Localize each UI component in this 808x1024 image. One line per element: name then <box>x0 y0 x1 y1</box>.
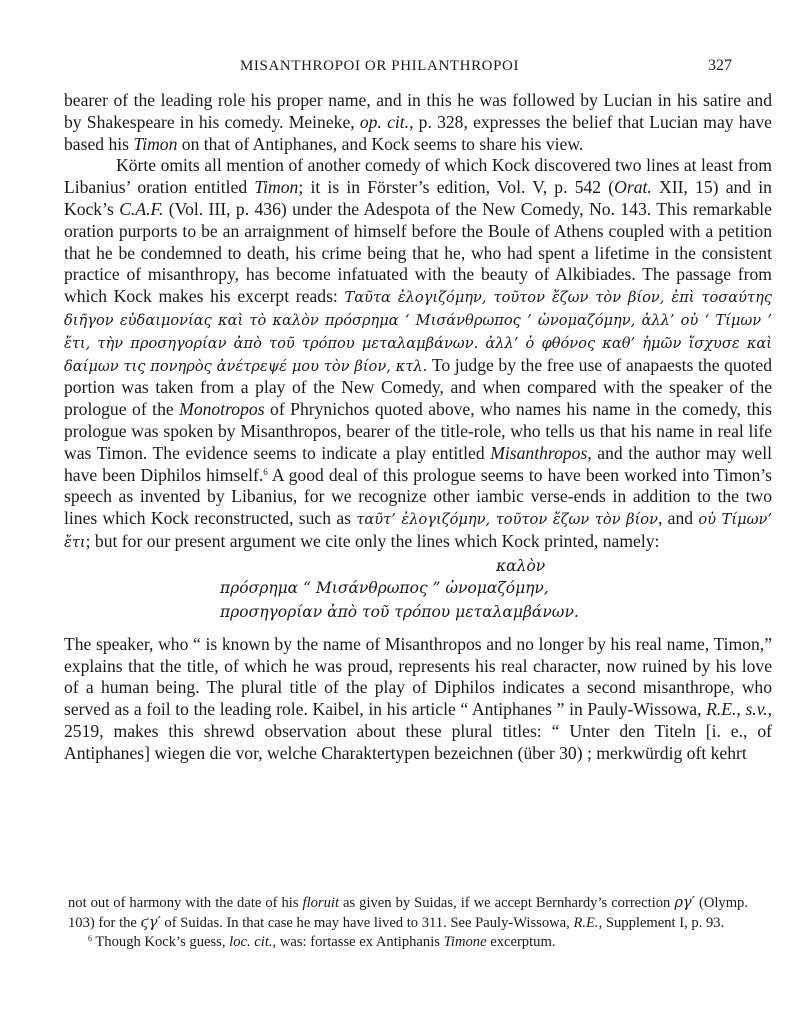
greek-numeral: ϛγ′ <box>140 914 161 931</box>
text-run: on that of Antiphanes, and Kock seems to share his view. <box>177 133 584 154</box>
text-run: of Suidas. In that case he may have lived to 311. See Pauly-Wissowa, <box>160 915 574 931</box>
italic-title: Monotropos <box>179 399 265 420</box>
main-text <box>64 90 772 765</box>
verse-line: πρόσρημα “ Μισάνθρωπος ” ὠνομαζόμην, <box>220 578 549 597</box>
text-run: XII, 15) and in Kock’s <box>64 177 772 219</box>
footnote-number: 6 <box>88 934 92 943</box>
text-run: Though Kock’s guess, <box>92 934 230 950</box>
italic-citation: loc. cit. <box>229 934 273 950</box>
footnotes <box>68 893 748 952</box>
text-run: , and <box>657 508 699 529</box>
text-run: , Supplement I, p. 93. <box>598 915 725 931</box>
text-run: as given by Suidas, if we accept Bernhardy’s correction <box>339 895 675 911</box>
text-run: (Vol. III, p. 436) under the Adespota of the New Comedy, No. 143. This remarkable oration purports to be an arraignment of himself before the Boule of Athens coupled with a petition that he be condemned to death, his crime being that he, who had spent a lifetime in the consistent practice of misanthropy, has become infatuated with the beauty of Alkibiades. The passage from which Kock makes his excerpt reads: <box>64 198 772 307</box>
text-run: not out of harmony with the date of his <box>68 895 303 911</box>
verse-line: προσηγορίαν ἀπὸ τοῦ τρόπου μεταλαμβάνων. <box>220 602 579 621</box>
italic-citation: R.E. <box>706 699 737 720</box>
text-run: , <box>736 699 746 720</box>
footnote-marker: 6 <box>263 466 268 477</box>
italic-title: Timon <box>254 177 299 198</box>
greek-phrase: ταῦτ’ ἐλογιζόμην, τοῦτον ἔζων τὸν βίον <box>356 511 658 529</box>
italic-term: floruit <box>302 895 340 911</box>
text-run: bearer of the leading role his proper name, and in this he was followed by Lucian in his satire and by Shakespeare in his comedy. Meineke, <box>64 90 772 132</box>
text-run: Körte omits all mention of another comedy of which Kock discovered two lines at least from Libanius’ oration entitled <box>64 155 772 198</box>
text-run: , was: fortasse ex Antiphanis <box>272 934 444 950</box>
italic-citation: op. cit. <box>359 111 410 132</box>
text-run: , p. 328, expresses the belief that Lucian may have based his <box>64 111 772 154</box>
italic-citation: C.A.F. <box>119 198 164 219</box>
greek-numeral: ργ′ <box>674 894 695 911</box>
running-head: MISANTHROPOI OR PHILANTHROPOI <box>240 58 520 74</box>
text-run: excerptum. <box>486 934 556 950</box>
italic-citation: Orat. <box>614 177 652 198</box>
text-run: , 2519, makes this shrewd observation about these plural titles: “ Unter den Titeln [i. e., of Antiphanes] wiegen die vor, welche Charaktertypen bezeichnen (über 30) ; merkwürdig oft kehrt <box>64 699 773 763</box>
paragraph-1 <box>64 90 772 155</box>
italic-title: Timone <box>443 934 487 950</box>
italic-title: Misanthropos <box>490 442 588 463</box>
italic-title: Timon <box>133 133 178 154</box>
paragraph-3 <box>64 634 772 765</box>
text-run: ; but for our present argument we cite only the lines which Kock printed, namely: <box>85 530 660 551</box>
paragraph-2 <box>64 155 772 553</box>
page-number: 327 <box>708 57 732 74</box>
greek-phrase: οὐ Τίμων’ ἔτι <box>64 511 772 551</box>
footnote-6 <box>68 933 748 952</box>
text-run: , and the author may well have been Diphilos himself. <box>64 442 772 485</box>
verse-quotation <box>64 556 772 628</box>
greek-quotation: Ταῦτα ἐλογιζόμην, τοῦτον ἔζων τὸν βίον, ἐπὶ τοσαύτης διῆγον εὐδαιμονίας καὶ τὸ καλὸν πρόσρημα ‘ Μισάνθρωπος ’ ὠνομαζόμην, ἀλλ’ οὐ ‘ Τίμων ’ ἔτι, τὴν προσηγορίαν ἀπὸ τοῦ τρόπου μεταλαμβάνων. ἀλλ’ ὁ φθόνος καθ’ ἡμῶν ἴσχυσε καὶ δαίμων τις πονηρὸς ἀνέτρεψέ μου τὸν βίον, κτλ. <box>64 289 772 375</box>
italic-citation: R.E. <box>573 915 599 931</box>
verse-line: καλὸν <box>496 556 546 575</box>
text-run: (Olymp. 103) for the <box>68 895 749 931</box>
text-run: The speaker, who “ is known by the name of Misanthropos and no longer by his real name, Timon,” explains that the title, of which he was proud, represents his real character, now ruined by his love of a human being. The plural title of the play of Diphilos indicates a second misanthrope, who served as a foil to the leading role. Kaibel, in his article “ Antiphanes ” in Pauly-Wissowa, <box>64 633 772 720</box>
text-run: A good deal of this prologue seems to have been worked into Timon’s speech as invented by Libanius, for we recognize other iambic verse-ends in addition to the two lines which Kock reconstructed, such as <box>64 464 772 529</box>
text-run: ; it is in Förster’s edition, Vol. V, p. 542 ( <box>298 177 615 198</box>
footnote-5-continuation <box>68 893 748 933</box>
text-run: To judge by the free use of anapaests the quoted portion was taken from a play of the New Comedy, and when compared with the speaker of the prologue of the <box>64 354 772 420</box>
italic-citation: s.v. <box>745 699 768 720</box>
text-run: of Phrynichos quoted above, who names his name in the comedy, this prologue was spoken by Misanthropos, bearer of the title-role, who tells us that his name in real life was Timon. The evidence seems to indicate a play entitled <box>64 399 772 463</box>
